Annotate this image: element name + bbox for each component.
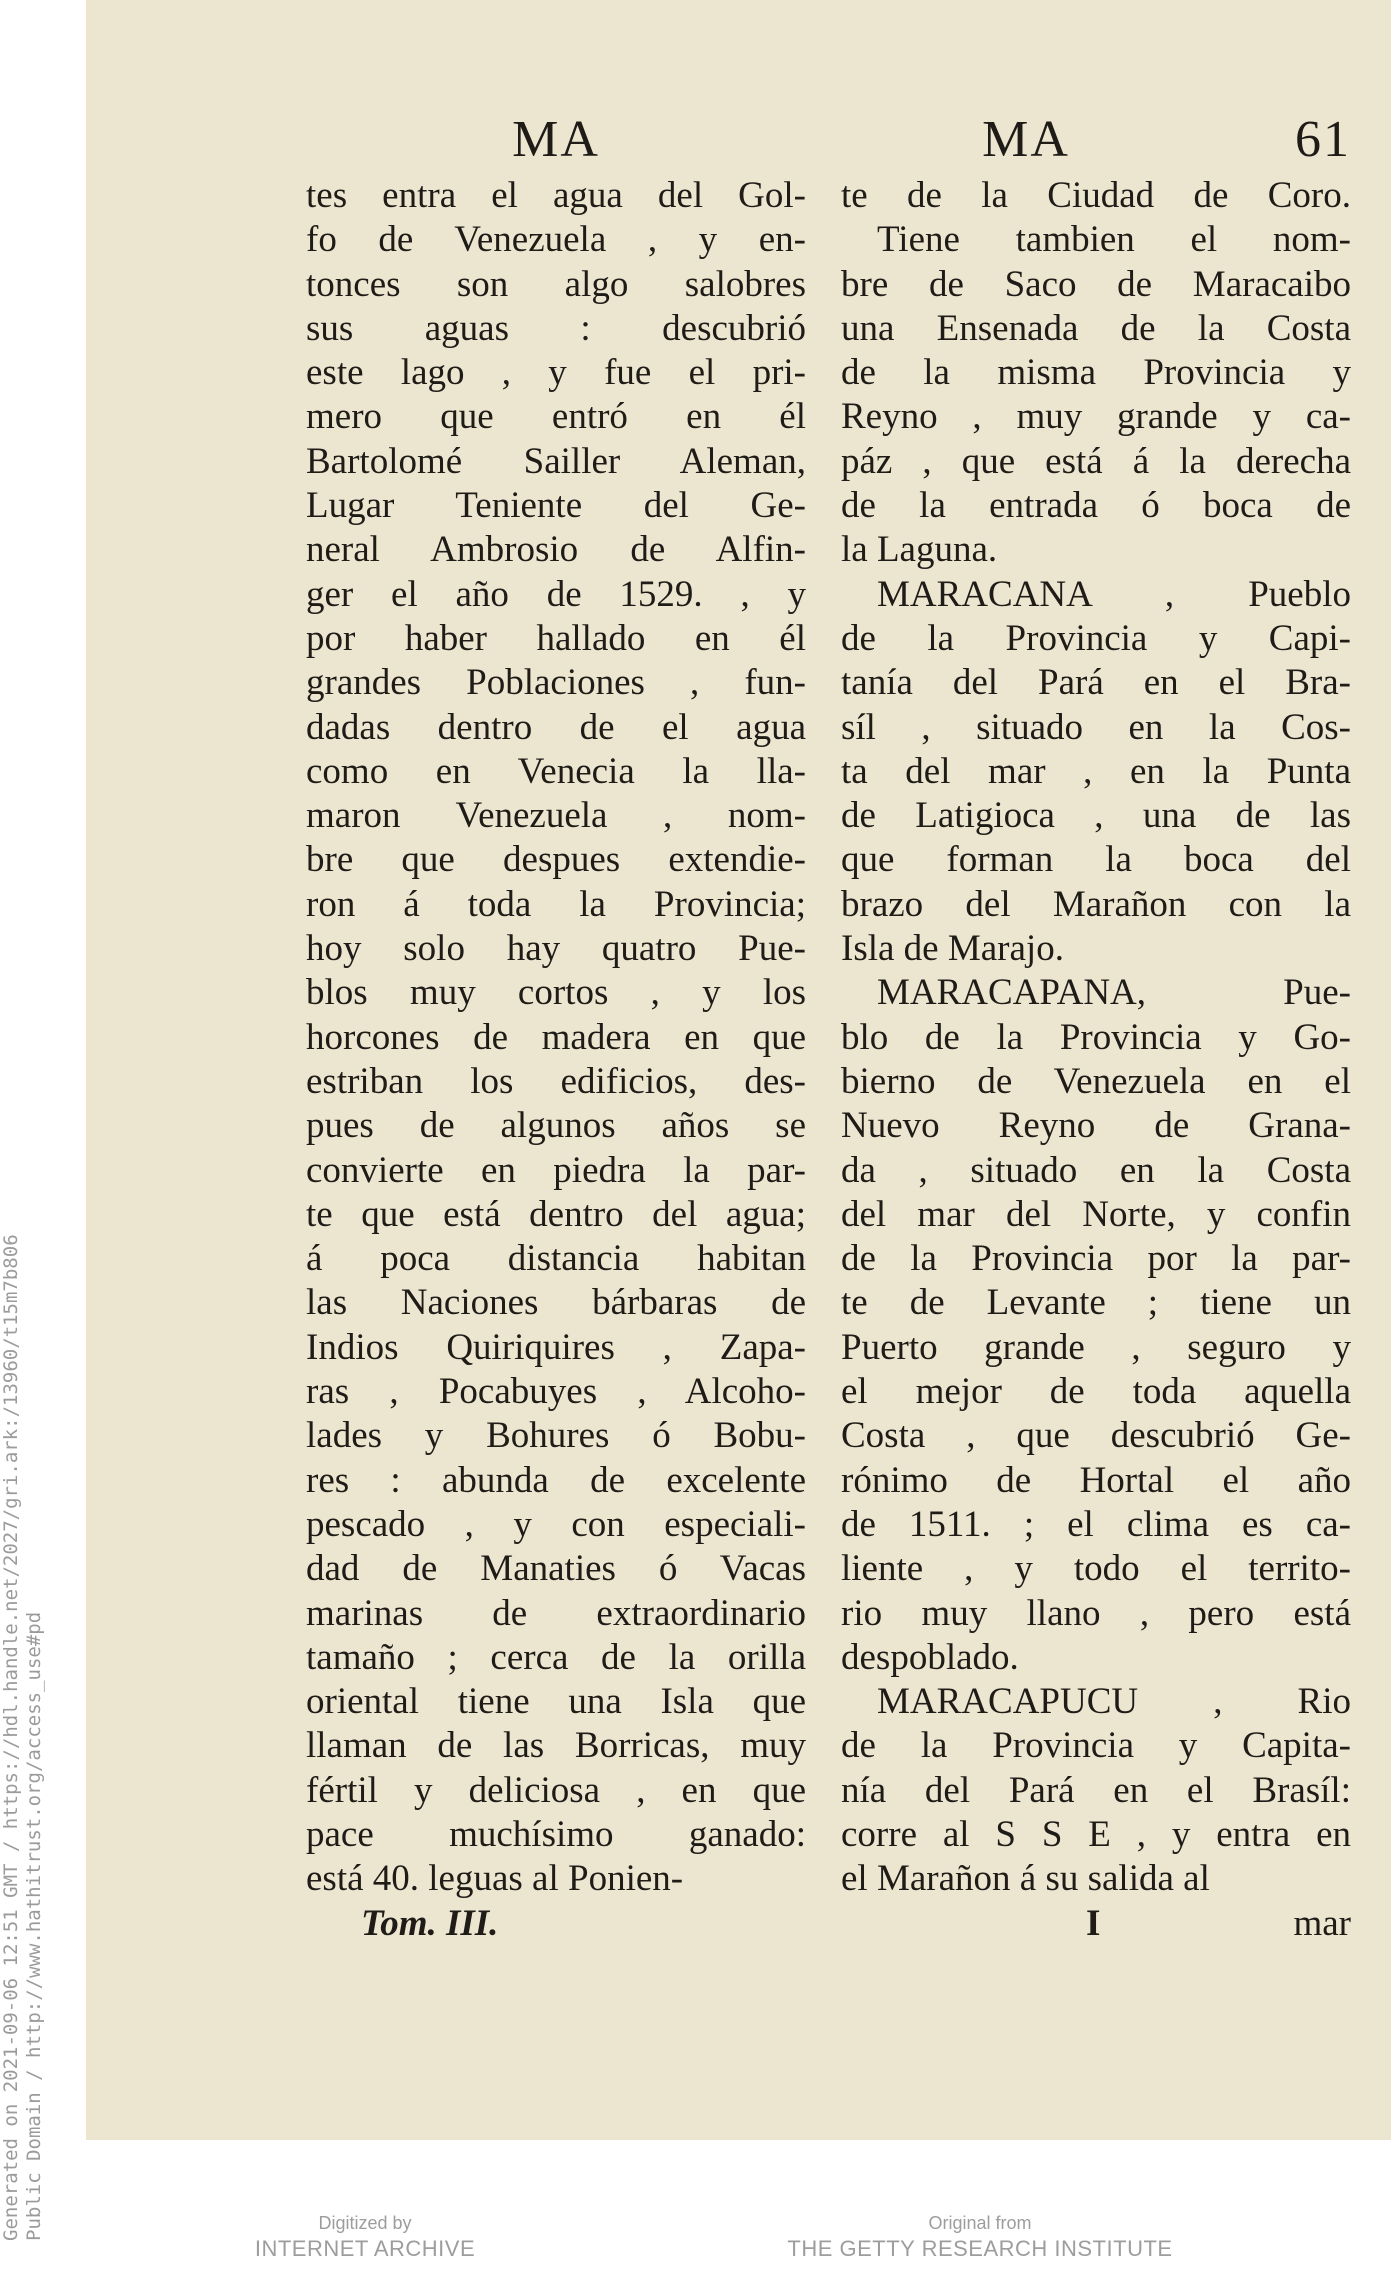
right-text-line: te de la Ciudad de Coro. xyxy=(841,175,1351,216)
right-text-line: tanía del Pará en el Bra- xyxy=(841,662,1351,704)
left-text-block xyxy=(306,174,806,1902)
right-text-line: ta del mar , en la Punta xyxy=(841,750,1351,792)
right-text-line: de la Provincia y Capi- xyxy=(841,617,1351,659)
right-text-line: de la Provincia y Capita- xyxy=(841,1725,1351,1767)
access-notice xyxy=(0,1041,60,2241)
digitized-by-label: Digitized by xyxy=(318,2213,412,2233)
right-text-line: MARACANA , Pueblo xyxy=(877,573,1351,615)
right-text-line: síl , situado en la Cos- xyxy=(841,706,1351,748)
right-column xyxy=(841,110,1351,1948)
right-text-line: de la entrada ó boca de xyxy=(841,485,1351,527)
left-text-line: fértil y deliciosa , en que xyxy=(306,1769,806,1811)
right-text-line: bre de Saco de Maracaibo xyxy=(841,263,1351,305)
left-text-line: tes entra el agua del Gol- xyxy=(306,175,806,216)
left-text-line: fo de Venezuela , y en- xyxy=(306,219,806,261)
right-running-head xyxy=(841,110,1351,174)
right-text-line: nía del Pará en el Brasíl: xyxy=(841,1769,1351,1811)
right-text-line: Puerto grande , seguro y xyxy=(841,1326,1351,1368)
right-text-line: Costa , que descubrió Ge- xyxy=(841,1415,1351,1457)
digitized-by-credit xyxy=(115,2211,615,2263)
right-text-line: Nuevo Reyno de Grana- xyxy=(841,1105,1351,1147)
left-text-line: dadas dentro de el agua xyxy=(306,706,806,748)
left-text-line: horcones de madera en que xyxy=(306,1016,806,1058)
left-text-line: ger el año de 1529. , y xyxy=(306,573,806,615)
right-text-line: Isla de Marajo. xyxy=(841,928,1064,970)
left-text-line: marinas de extraordinario xyxy=(306,1592,806,1634)
right-text-line: páz , que está á la derecha xyxy=(841,440,1351,482)
left-text-line: Indios Quiriquires , Zapa- xyxy=(306,1326,806,1368)
left-text-line: ras , Pocabuyes , Alcoho- xyxy=(306,1371,806,1413)
original-from-label: Original from xyxy=(928,2213,1032,2233)
left-text-line: tamaño ; cerca de la orilla xyxy=(306,1636,806,1678)
right-text-line: despoblado. xyxy=(841,1636,1019,1678)
left-text-line: bre que despues extendie- xyxy=(306,839,806,881)
right-text-line: de 1511. ; el clima es ca- xyxy=(841,1503,1351,1545)
gathering-signature: I xyxy=(1086,1902,1101,1944)
original-from-credit xyxy=(730,2211,1230,2263)
internet-archive-label: INTERNET ARCHIVE xyxy=(254,2236,476,2261)
right-text-line: bierno de Venezuela en el xyxy=(841,1060,1351,1102)
right-text-line: de la misma Provincia y xyxy=(841,352,1351,394)
volume-signature: Tom. III. xyxy=(361,1902,499,1944)
getty-label: THE GETTY RESEARCH INSTITUTE xyxy=(787,2236,1173,2261)
left-text-line: Bartolomé Sailler Aleman, xyxy=(306,440,806,482)
right-text-line: da , situado en la Costa xyxy=(841,1149,1351,1191)
right-text-line: rónimo de Hortal el año xyxy=(841,1459,1351,1501)
left-text-line: pescado , y con especiali- xyxy=(306,1503,806,1545)
right-text-line: el Marañon á su salida al xyxy=(841,1858,1210,1900)
left-text-line: las Naciones bárbaras de xyxy=(306,1282,806,1324)
left-text-line: como en Venecia la lla- xyxy=(306,750,806,792)
right-text-line: del mar del Norte, y confin xyxy=(841,1193,1351,1235)
left-header-text: MA xyxy=(512,111,600,168)
page-number: 61 xyxy=(1295,111,1351,168)
left-text-line: mero que entró en él xyxy=(306,396,806,438)
generated-notice: Generated on 2021-09-06 12:51 GMT / https://hdl.handle.net/2027/gri.ark:/13960/t15m7b806 xyxy=(0,1234,22,2241)
left-text-line: grandes Poblaciones , fun- xyxy=(306,662,806,704)
left-text-line: este lago , y fue el pri- xyxy=(306,352,806,394)
right-header-text: MA xyxy=(982,111,1070,168)
left-text-line: blos muy cortos , y los xyxy=(306,972,806,1014)
left-text-line: neral Ambrosio de Alfin- xyxy=(306,529,806,571)
left-text-line: sus aguas : descubrió xyxy=(306,307,806,349)
right-text-block xyxy=(841,174,1351,1902)
right-footer xyxy=(841,1902,1351,1948)
left-running-head xyxy=(306,110,806,174)
right-text-line: Reyno , muy grande y ca- xyxy=(841,396,1351,438)
left-text-line: oriental tiene una Isla que xyxy=(306,1681,806,1723)
right-text-line: de Latigioca , una de las xyxy=(841,795,1351,837)
left-text-line: maron Venezuela , nom- xyxy=(306,795,806,837)
left-text-line: Lugar Teniente del Ge- xyxy=(306,485,806,527)
left-text-line: pace muchísimo ganado: xyxy=(306,1813,806,1855)
left-text-line: res : abunda de excelente xyxy=(306,1459,806,1501)
left-text-line: lades y Bohures ó Bobu- xyxy=(306,1415,806,1457)
right-text-line: rio muy llano , pero está xyxy=(841,1592,1351,1634)
right-text-line: blo de la Provincia y Go- xyxy=(841,1016,1351,1058)
right-text-line: una Ensenada de la Costa xyxy=(841,307,1351,349)
right-text-line: Tiene tambien el nom- xyxy=(877,219,1351,261)
right-text-line: que forman la boca del xyxy=(841,839,1351,881)
left-text-line: convierte en piedra la par- xyxy=(306,1149,806,1191)
scanned-page xyxy=(86,0,1391,2140)
right-text-line: el mejor de toda aquella xyxy=(841,1371,1351,1413)
right-text-line: de la Provincia por la par- xyxy=(841,1238,1351,1280)
left-text-line: hoy solo hay quatro Pue- xyxy=(306,928,806,970)
right-text-line: MARACAPUCU , Rio xyxy=(877,1681,1351,1723)
left-text-line: llaman de las Borricas, muy xyxy=(306,1725,806,1767)
left-text-line: pues de algunos años se xyxy=(306,1105,806,1147)
left-text-line: dad de Manaties ó Vacas xyxy=(306,1548,806,1590)
left-text-line: estriban los edificios, des- xyxy=(306,1060,806,1102)
left-column xyxy=(306,110,806,1948)
right-text-line: corre al S S E , y entra en xyxy=(841,1813,1351,1855)
left-text-line: por haber hallado en él xyxy=(306,617,806,659)
public-domain-notice: Public Domain / http://www.hathitrust.org/access_use#pd xyxy=(23,1611,45,2241)
left-text-line: está 40. leguas al Ponien- xyxy=(306,1858,684,1900)
left-text-line: te que está dentro del agua; xyxy=(306,1193,806,1235)
left-text-line: á poca distancia habitan xyxy=(306,1238,806,1280)
right-text-line: brazo del Marañon con la xyxy=(841,883,1351,925)
left-footer xyxy=(306,1902,806,1948)
left-text-line: tonces son algo salobres xyxy=(306,263,806,305)
right-text-line: liente , y todo el territo- xyxy=(841,1548,1351,1590)
right-text-line: la Laguna. xyxy=(841,529,998,571)
right-text-line: te de Levante ; tiene un xyxy=(841,1282,1351,1324)
left-text-line: ron á toda la Provincia; xyxy=(306,883,806,925)
catchword: mar xyxy=(1293,1902,1351,1944)
right-text-line: MARACAPANA, Pue- xyxy=(877,972,1351,1014)
